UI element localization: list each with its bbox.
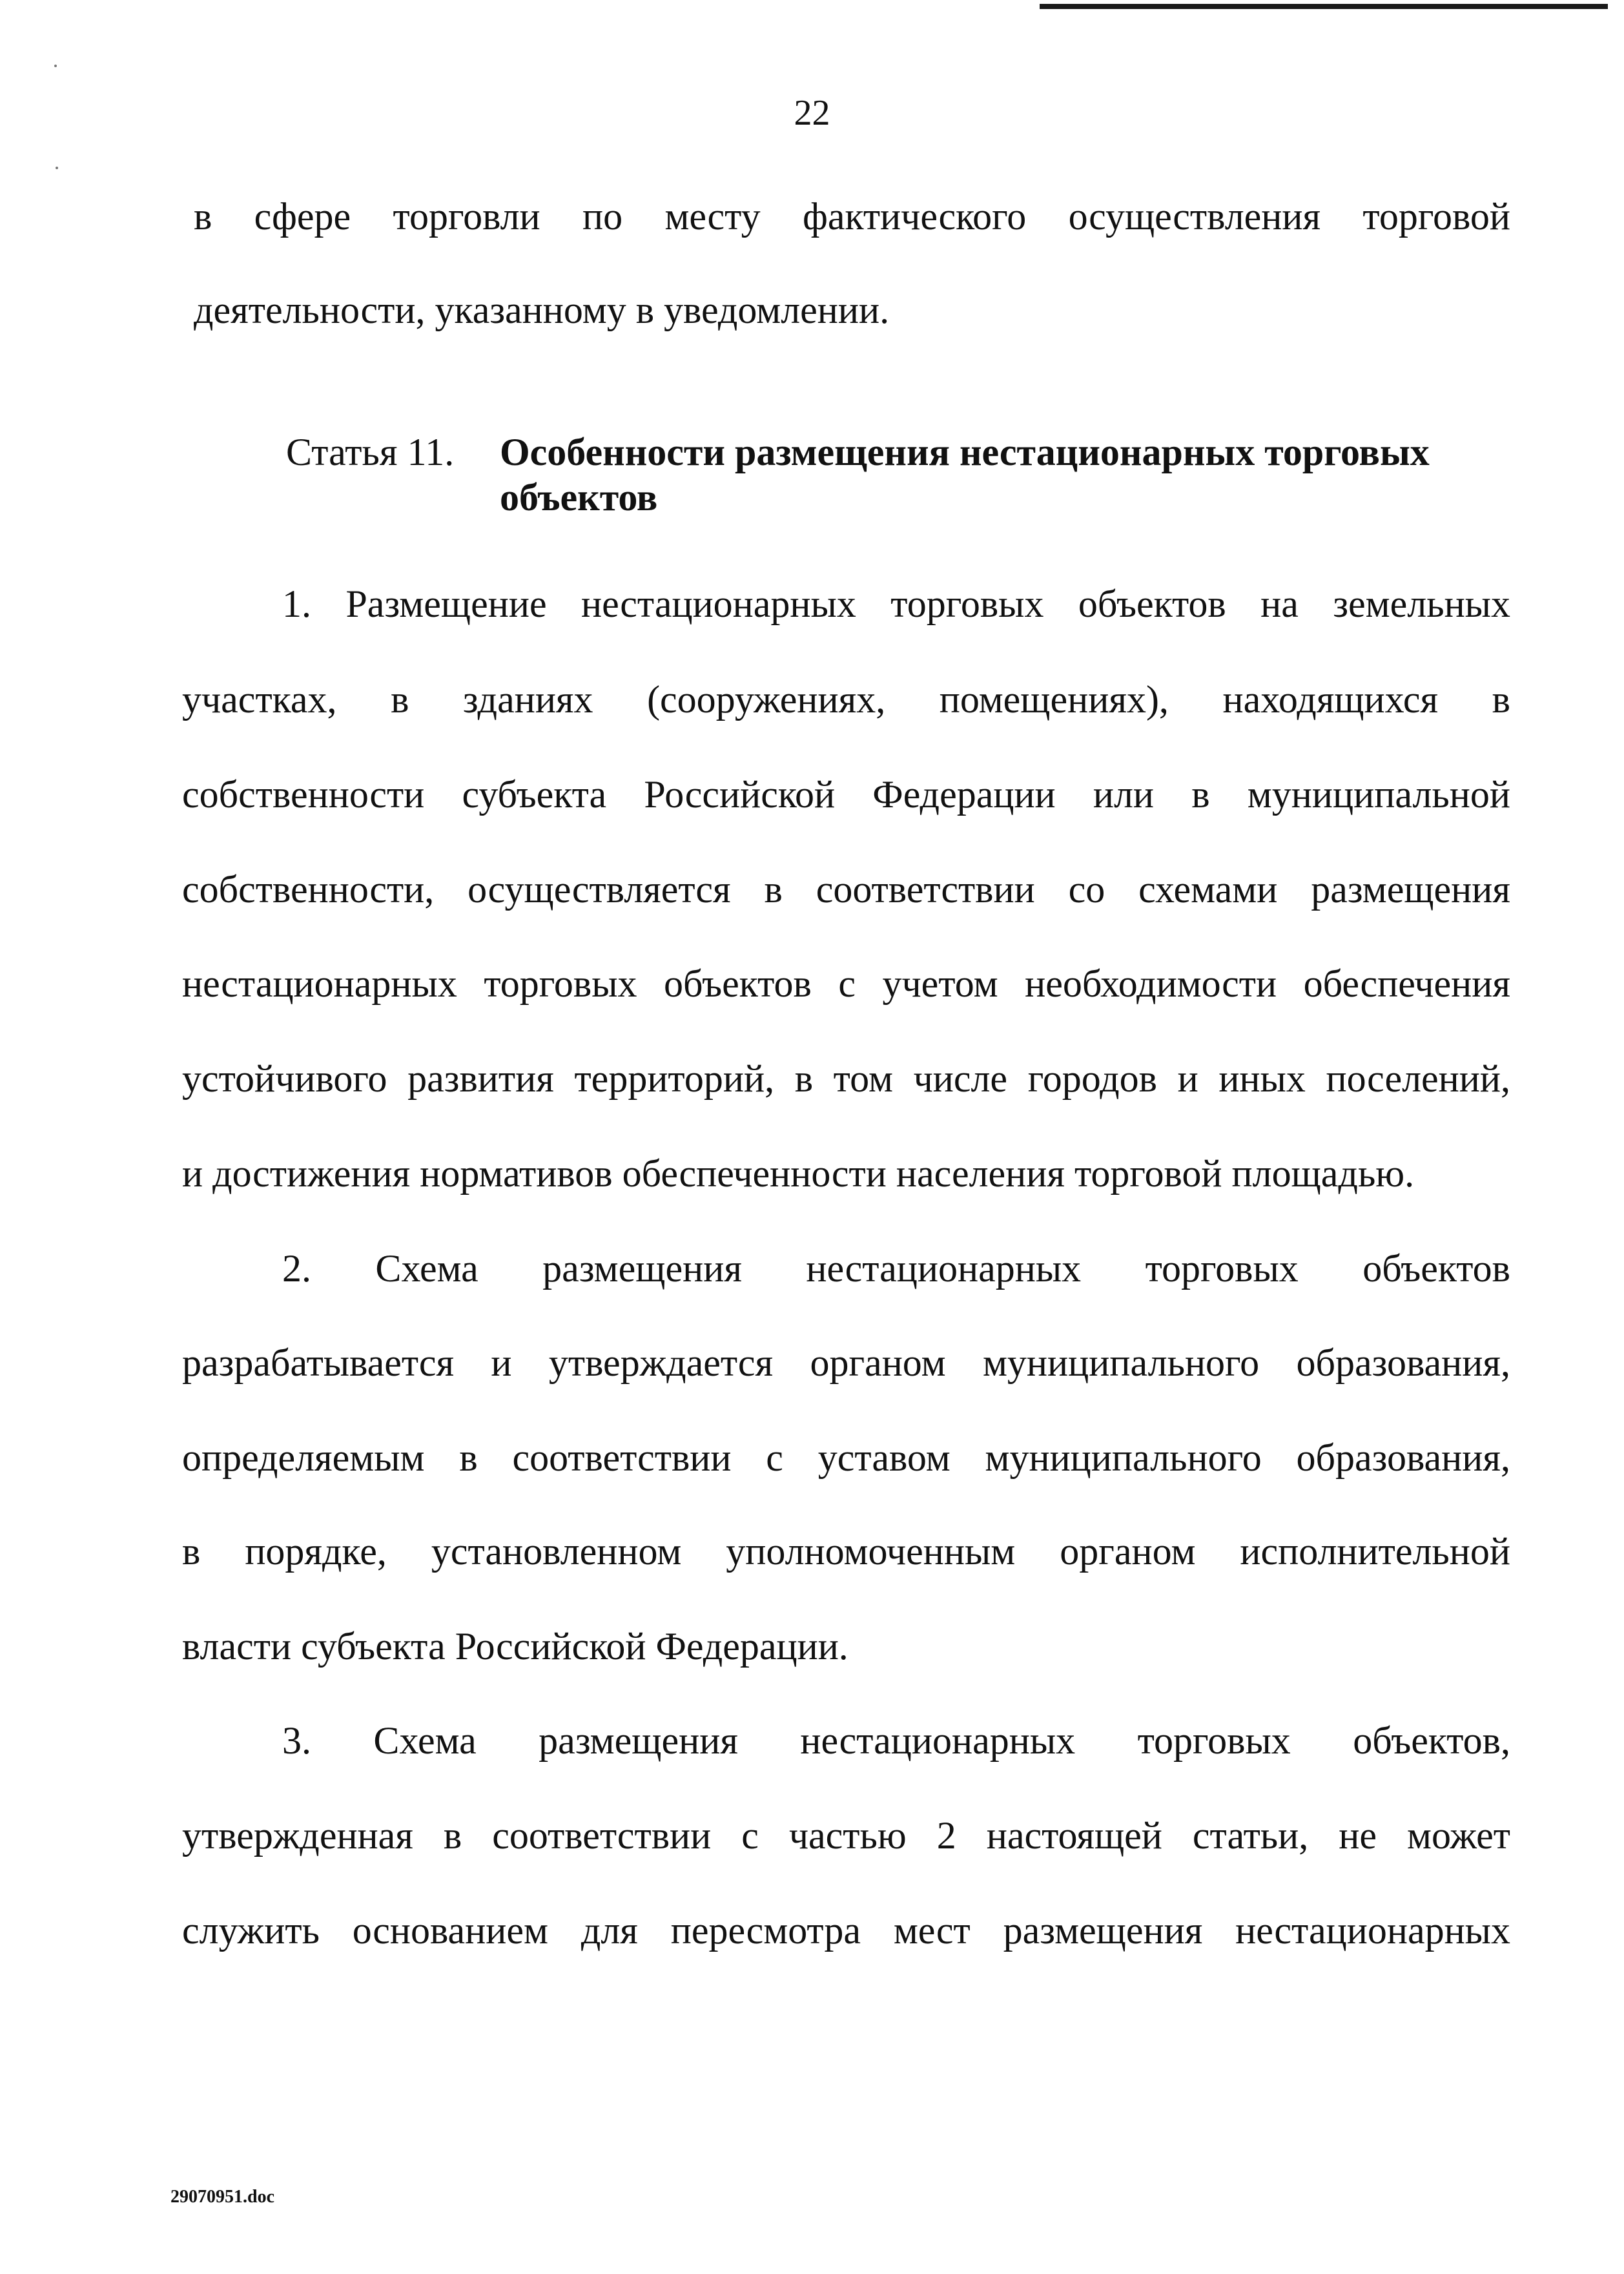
text-line: утвержденная в соответствии с частью 2 настоящей статьи, не может <box>182 1814 1510 1857</box>
text-line: власти субъекта Российской Федерации. <box>182 1625 848 1668</box>
text-line: 1. Размещение нестационарных торговых объектов на земельных <box>282 583 1510 625</box>
text-line: собственности, осуществляется в соответствии со схемами размещения <box>182 868 1510 911</box>
scan-speck <box>56 167 58 169</box>
text-line: устойчивого развития территорий, в том числе городов и иных поселений, <box>182 1057 1510 1100</box>
text-line: определяемым в соответствии с уставом муниципального образования, <box>182 1436 1510 1479</box>
page-number: 22 <box>794 93 830 133</box>
text-line: участках, в зданиях (сооружениях, помещениях), находящихся в <box>182 678 1510 721</box>
text-line: разрабатывается и утверждается органом муниципального образования, <box>182 1341 1510 1384</box>
text-line: и достижения нормативов обеспеченности населения торговой площадью. <box>182 1152 1415 1195</box>
footer-file-name: 29070951.doc <box>170 2187 274 2207</box>
text-line: в порядке, установленном уполномоченным органом исполнительной <box>182 1530 1510 1573</box>
text-line: 3. Схема размещения нестационарных торговых объектов, <box>282 1719 1510 1762</box>
text-line: деятельности, указанному в уведомлении. <box>194 289 890 331</box>
text-line: собственности субъекта Российской Федерации или в муниципальной <box>182 773 1510 816</box>
scan-edge-bar <box>1040 4 1608 9</box>
text-line: в сфере торговли по месту фактического осуществления торговой <box>194 195 1510 238</box>
article-number: Статья 11. <box>286 431 455 473</box>
text-line: нестационарных торговых объектов с учетом необходимости обеспечения <box>182 962 1510 1005</box>
scan-speck <box>54 65 57 67</box>
text-line: служить основанием для пересмотра мест размещения нестационарных <box>182 1909 1510 1952</box>
text-line: 2. Схема размещения нестационарных торговых объектов <box>282 1247 1510 1290</box>
article-title: Особенности размещения нестационарных торговых объектов <box>500 431 1430 519</box>
